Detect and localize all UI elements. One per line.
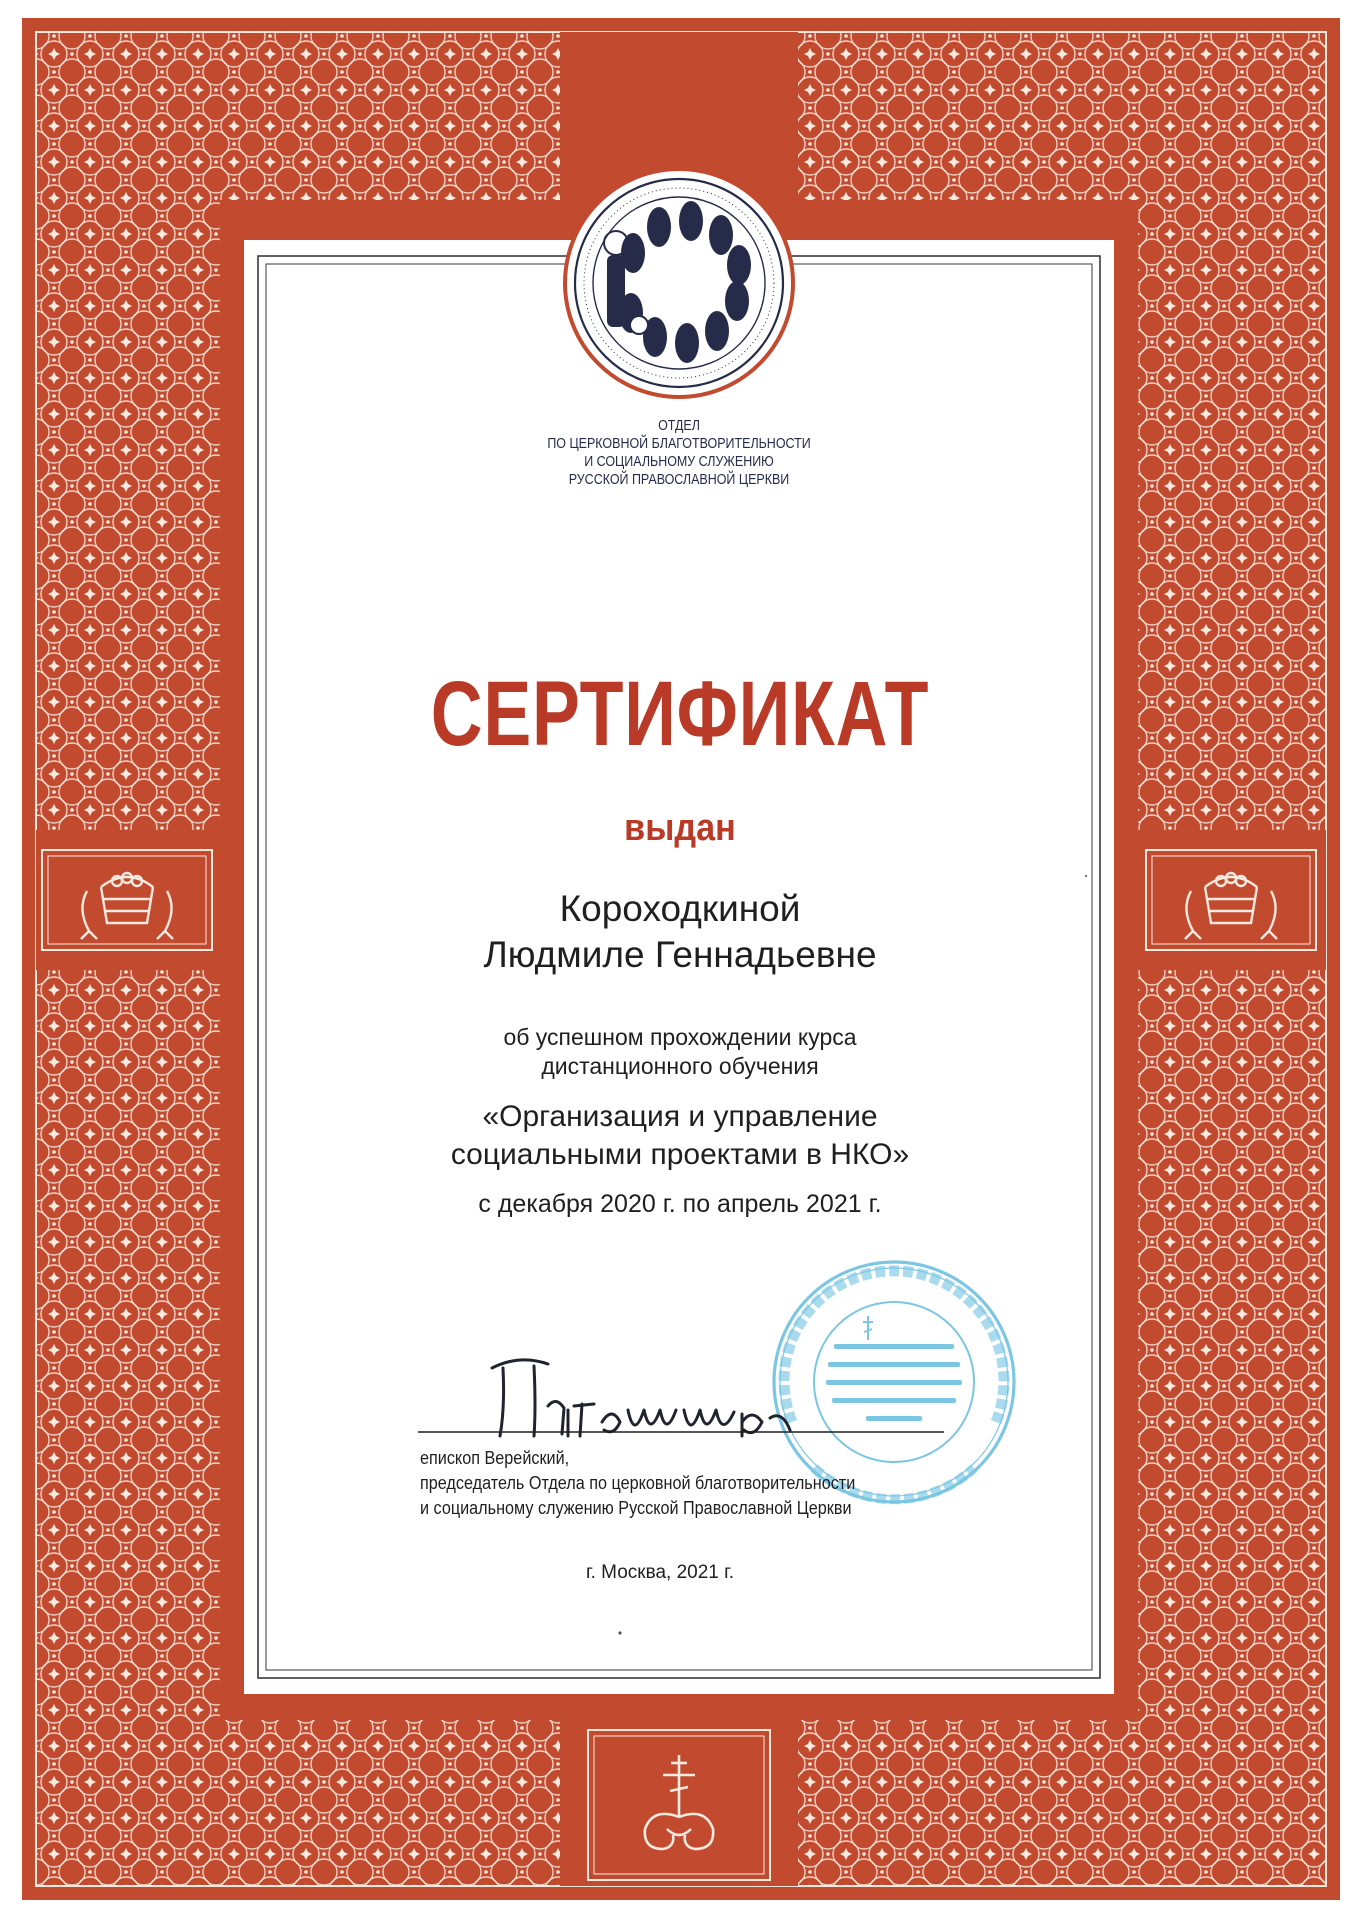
signer-title-line: епископ Верейский, xyxy=(420,1448,570,1468)
signer-title xyxy=(420,1446,924,1521)
course-name-line: социальными проектами в НКО» xyxy=(450,1138,910,1171)
course-intro-line: об успешном прохождении курса xyxy=(503,1024,857,1050)
recipient-surname: Короходкиной xyxy=(559,888,801,929)
organization-name xyxy=(507,417,851,489)
issued-label: выдан xyxy=(624,807,736,849)
course-intro xyxy=(360,1023,1000,1081)
course-name xyxy=(330,1098,1030,1174)
org-line: ОТДЕЛ xyxy=(658,418,700,434)
course-name-line: «Организация и управление xyxy=(482,1100,878,1133)
place-and-date: г. Москва, 2021 г. xyxy=(585,1562,735,1583)
course-intro-line: дистанционного обучения xyxy=(541,1053,819,1079)
certificate-title: СЕРТИФИКАТ xyxy=(430,663,930,765)
recipient-given-names: Людмиле Геннадьевне xyxy=(483,934,877,975)
org-line: ПО ЦЕРКОВНОЙ БЛАГОТВОРИТЕЛЬНОСТИ xyxy=(547,436,811,452)
org-line: И СОЦИАЛЬНОМУ СЛУЖЕНИЮ xyxy=(584,454,774,470)
seal-of-apostles-icon xyxy=(565,169,793,397)
signer-title-line: председатель Отдела по церковной благотворительности xyxy=(420,1473,856,1493)
signer-title-line: и социальному служению Русской Православной Церкви xyxy=(420,1498,852,1518)
org-line: РУССКОЙ ПРАВОСЛАВНОЙ ЦЕРКВИ xyxy=(568,472,790,488)
course-period: с декабря 2020 г. по апрель 2021 г. xyxy=(478,1190,882,1218)
recipient-name xyxy=(330,886,1030,978)
